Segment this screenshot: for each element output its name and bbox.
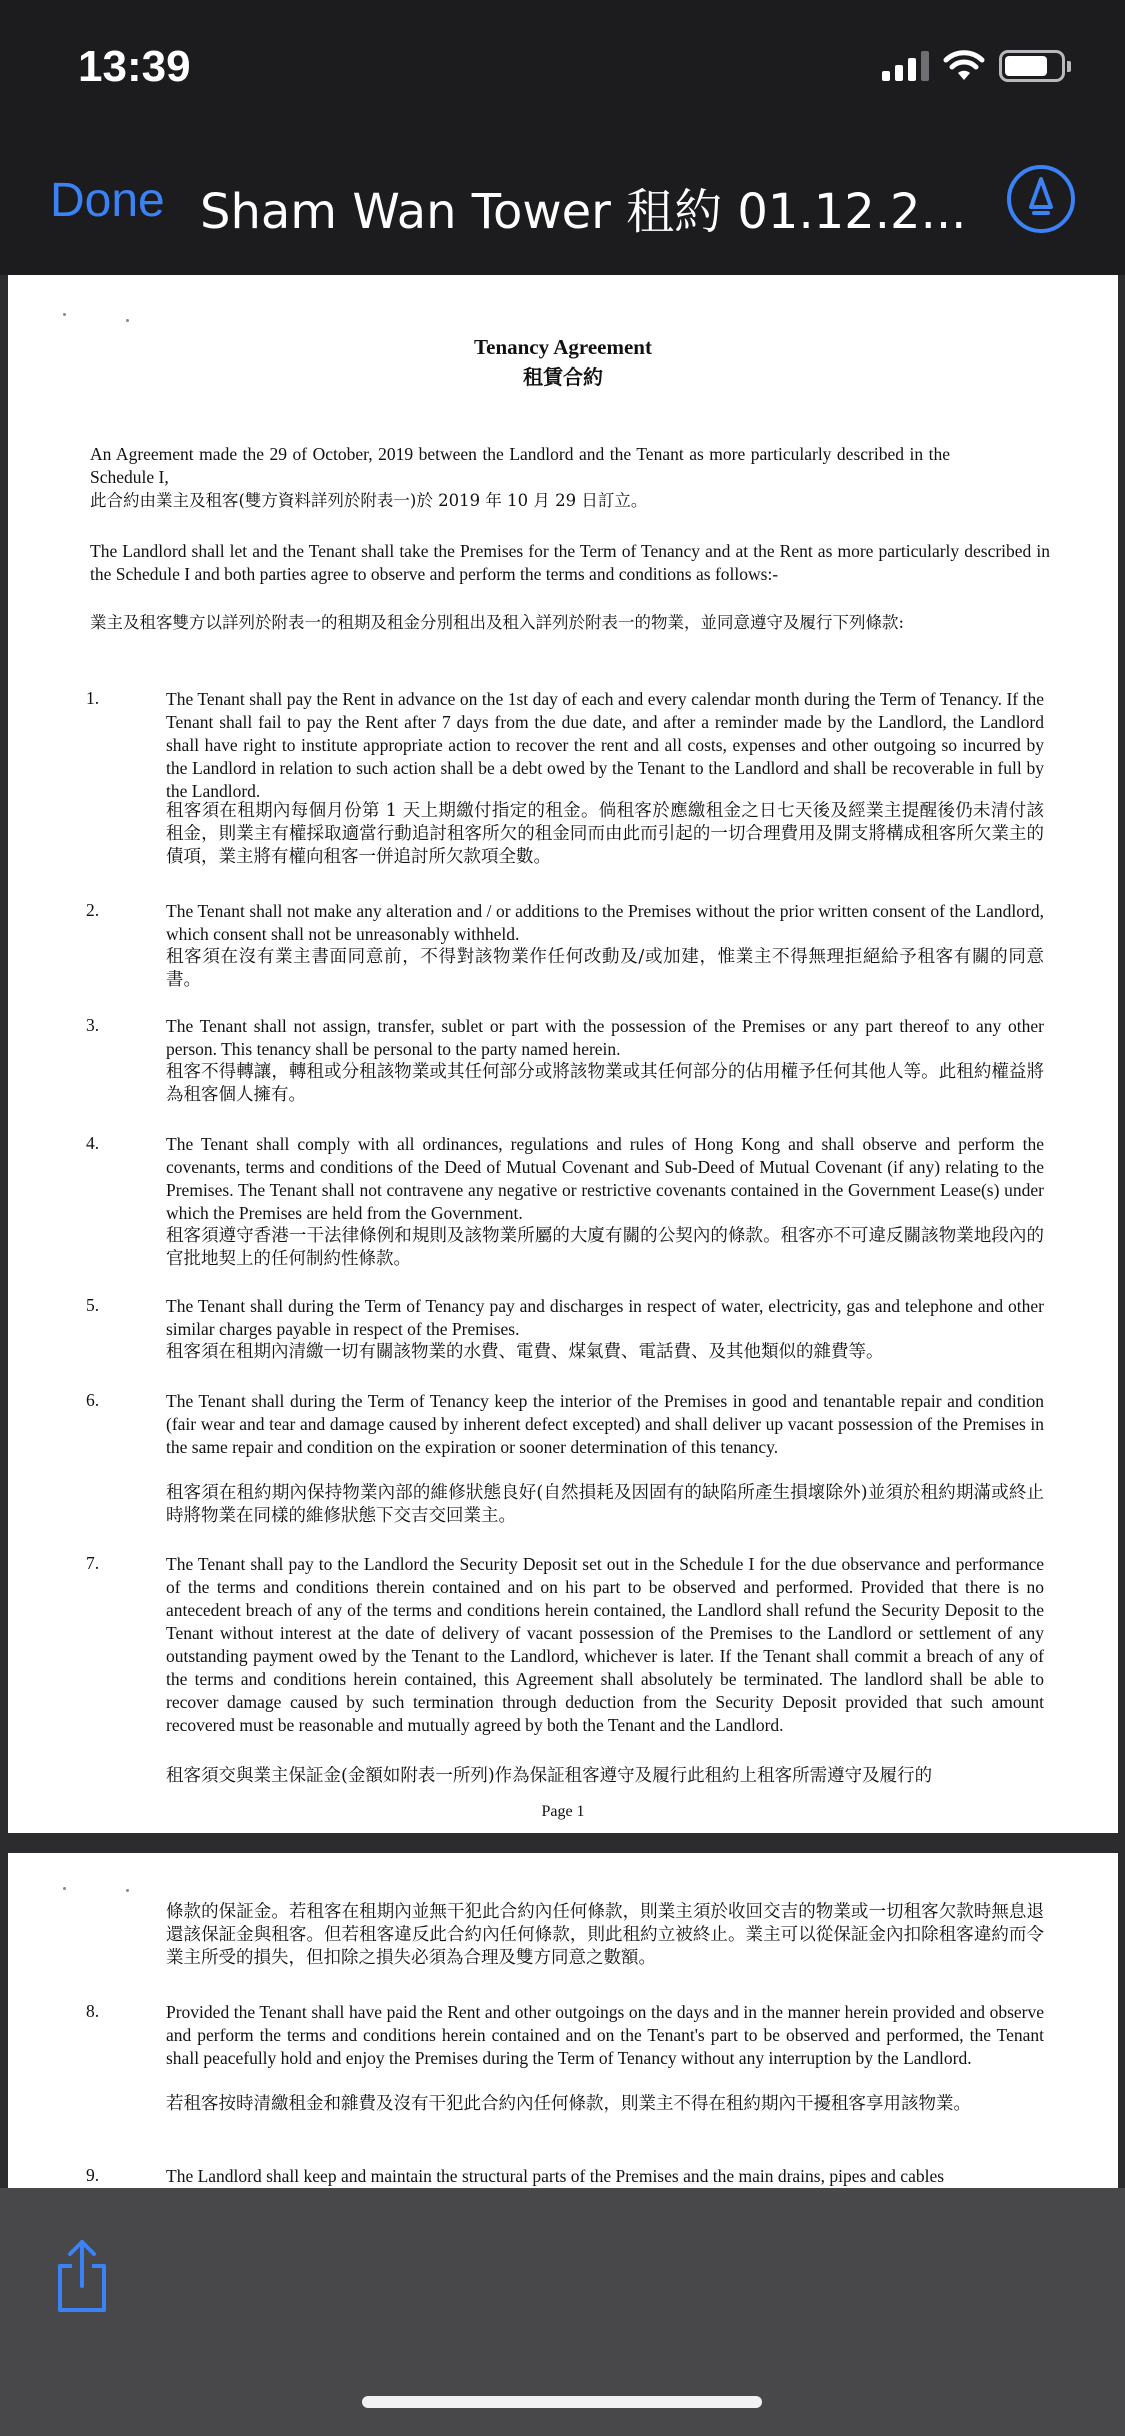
preamble-en: The Landlord shall let and the Tenant shall take the Premises for the Term of Tenancy and at the Rent as more particularly described in the Schedule I and both parties agree to observe and perform the terms and conditions as follows:- bbox=[90, 541, 1050, 584]
clause-6-en: The Tenant shall during the Term of Tenancy keep the interior of the Premises in good and tenantable repair and condition (fair wear and tear and damage caused by inherent defect excepted) and shall deliver up vacant possession of the Premises in the same repair and condition on the expiration or sooner determination of this tenancy. bbox=[166, 1391, 1044, 1457]
status-time: 13:39 bbox=[78, 42, 191, 91]
clause-number: 9. bbox=[86, 2165, 100, 2185]
clause-5-zh: 租客須在租期內清繳一切有關該物業的水費、電費、煤氣費、電話費、及其他類似的雜費等。 bbox=[166, 1342, 884, 1362]
clause-number: 4. bbox=[86, 1133, 100, 1153]
clause-7-zh-continued: 條款的保証金。若租客在租期內並無干犯此合約內任何條款，則業主須於收回交吉的物業或一切租客欠款時無息退還該保証金與租客。但若租客違反此合約內任何條款，則此租約立被終止。業主可以從保証金內扣除租客違約而令業主所受的損失，但扣除之損失必須為合理及雙方同意之數額。 bbox=[166, 1902, 1044, 1968]
nav-bar bbox=[0, 135, 1125, 275]
battery-icon bbox=[999, 50, 1065, 82]
clause-number: 8. bbox=[86, 2001, 100, 2021]
clause-7-en: The Tenant shall pay to the Landlord the Security Deposit set out in the Schedule I for the due observance and performance of the terms and conditions therein contained and on his part to be observed and performed. Provided that there is no antecedent breach of any of the terms and conditions herein contained, the Landlord shall refund the Security Deposit to the Tenant without interest at the date of delivery of vacant possession of the Premises to the Landlord or settlement of any outstanding payment owed by the Tenant to the Landlord, whichever is later. If the Tenant shall commit a breach of any of the terms and conditions herein contained, this Agreement shall absolutely be terminated. The landlord shall be able to recover damage caused by such termination through deduction from the Security Deposit provided that such amount recovered must be reasonable and mutually agreed by both the Tenant and the Landlord. bbox=[166, 1554, 1044, 1735]
clause-number: 7. bbox=[86, 1553, 100, 1573]
agreement-title-zh: 租賃合約 bbox=[523, 365, 603, 389]
share-icon[interactable] bbox=[52, 2236, 112, 2316]
intro-en: An Agreement made the 29 of October, 2019 between the Landlord and the Tenant as more particularly described in the Schedule I, bbox=[90, 444, 950, 487]
clause-1-zh: 租客須在租期內每個月份第 1 天上期繳付指定的租金。倘租客於應繳租金之日七天後及經業主提醒後仍未清付該租金，則業主有權採取適當行動追討租客所欠的租金同而由此而引起的一切合理費用及開支將構成租客所欠業主的債項，業主將有權向租客一併追討所欠款項全數。 bbox=[166, 801, 1044, 867]
clause-9-en: The Landlord shall keep and maintain the structural parts of the Premises and the main drains, pipes and cables bbox=[166, 2166, 945, 2186]
document-viewer[interactable] bbox=[0, 275, 1125, 2188]
document-title: Sham Wan Tower 租約 01.12.2... bbox=[200, 184, 967, 240]
status-bar bbox=[0, 0, 1125, 135]
clause-4-zh: 租客須遵守香港一干法律條例和規則及該物業所屬的大廈有關的公契內的條款。租客亦不可違反關該物業地段內的官批地契上的任何制約性條款。 bbox=[166, 1226, 1044, 1269]
clause-2-zh: 租客須在沒有業主書面同意前，不得對該物業作任何改動及/或加建，惟業主不得無理拒絕給予租客有關的同意書。 bbox=[166, 947, 1044, 990]
clause-number: 6. bbox=[86, 1390, 100, 1410]
clause-7-zh: 租客須交與業主保証金(金額如附表一所列)作為保証租客遵守及履行此租約上租客所需遵守及履行的 bbox=[166, 1766, 933, 1786]
clause-number: 1. bbox=[86, 688, 100, 708]
preamble-zh: 業主及租客雙方以詳列於附表一的租期及租金分別租出及租入詳列於附表一的物業，並同意遵守及履行下列條款: bbox=[90, 613, 905, 632]
clause-number: 5. bbox=[86, 1295, 100, 1315]
clause-8-en: Provided the Tenant shall have paid the Rent and other outgoings on the days and in the manner herein provided and observe and perform the terms and conditions herein contained and on the Tenant's part to be observed and performed, the Tenant shall peacefully hold and enjoy the Premises during the Term of Tenancy without any interruption by the Landlord. bbox=[166, 2002, 1044, 2068]
clause-6-zh: 租客須在租約期內保持物業內部的維修狀態良好(自然損耗及因固有的缺陷所產生損壞除外)並須於租約期滿或終止時將物業在同樣的維修狀態下交吉交回業主。 bbox=[166, 1483, 1044, 1526]
clause-number: 3. bbox=[86, 1015, 100, 1035]
clause-3-en: The Tenant shall not assign, transfer, sublet or part with the possession of the Premises or any part thereof to any other person. This tenancy shall be personal to the party named herein. bbox=[166, 1016, 1044, 1059]
home-indicator[interactable] bbox=[362, 2396, 762, 2408]
clause-number: 2. bbox=[86, 900, 100, 920]
cellular-signal-icon bbox=[882, 51, 929, 81]
markup-pen-icon[interactable] bbox=[1007, 165, 1075, 233]
clause-4-en: The Tenant shall comply with all ordinances, regulations and rules of Hong Kong and shall observe and perform the covenants, terms and conditions of the Deed of Mutual Covenant and Sub-Deed of Mutual Covenant (if any) relating to the Premises. The Tenant shall not contravene any negative or restrictive covenants contained in the Government Lease(s) under which the Premises are held from the Government. bbox=[166, 1134, 1044, 1223]
done-button[interactable]: Done bbox=[50, 174, 165, 227]
clause-5-en: The Tenant shall during the Term of Tenancy pay and discharges in respect of water, electricity, gas and telephone and other similar charges payable in respect of the Premises. bbox=[166, 1296, 1044, 1339]
agreement-title: Tenancy Agreement bbox=[474, 335, 652, 359]
document-page-2 bbox=[8, 1853, 1118, 2188]
wifi-icon bbox=[943, 50, 985, 82]
status-icons bbox=[882, 50, 1065, 82]
clause-2-en: The Tenant shall not make any alteration and / or additions to the Premises without the prior written consent of the Landlord, which consent shall not be unreasonably withheld. bbox=[166, 901, 1044, 944]
clause-3-zh: 租客不得轉讓，轉租或分租該物業或其任何部分或將該物業或其任何部分的佔用權予任何其他人等。此租約權益將為租客個人擁有。 bbox=[166, 1062, 1044, 1105]
page-number: Page 1 bbox=[541, 1803, 585, 1820]
intro-zh: 此合約由業主及租客(雙方資料詳列於附表一)於 2019 年 10 月 29 日訂立。 bbox=[90, 491, 648, 510]
clause-1-en: The Tenant shall pay the Rent in advance on the 1st day of each and every calendar month during the Term of Tenancy. If the Tenant shall fail to pay the Rent after 7 days from the due date, and after a reminder made by the Landlord, the Landlord shall have right to institute appropriate action to recover the rent and all costs, expenses and other outgoing so incurred by the Landlord in relation to such action shall be a debt owed by the Tenant to the Landlord and shall be recoverable in full by the Landlord. bbox=[166, 689, 1044, 801]
clause-8-zh: 若租客按時清繳租金和雜費及沒有干犯此合約內任何條款，則業主不得在租約期內干擾租客享用該物業。 bbox=[166, 2094, 971, 2114]
document-page-1 bbox=[8, 275, 1118, 1833]
